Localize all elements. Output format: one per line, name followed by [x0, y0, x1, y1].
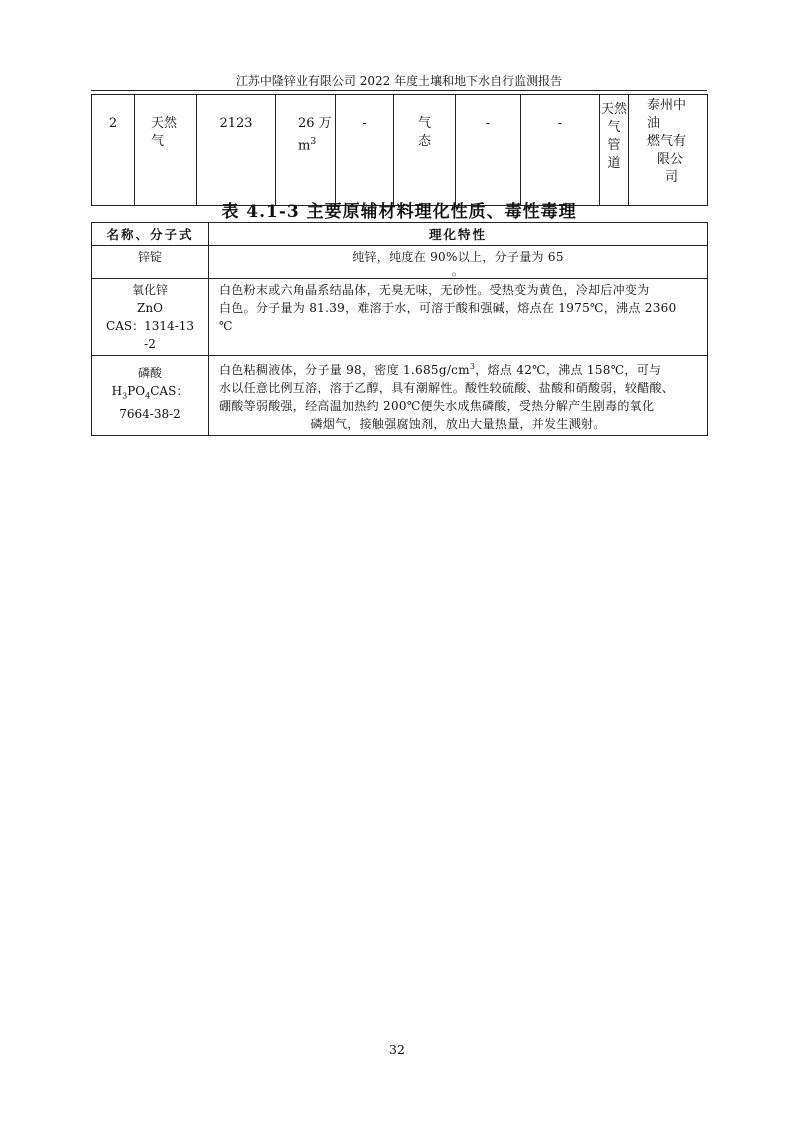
header-divider: [91, 90, 707, 91]
annual-amount: 26 万 $m^3$: [276, 95, 336, 206]
material-name: 磷酸 $H_3PO_4CAS$： 7664-38-2: [92, 356, 209, 436]
row-number: 2: [92, 95, 135, 206]
page-header: 江苏中隆锌业有限公司 2022 年度土壤和地下水自行监测报告: [235, 74, 563, 88]
table-row: [92, 356, 708, 436]
material-name: 锌锭: [92, 246, 209, 279]
material-code: 2123: [197, 95, 276, 206]
table-caption: 表 4.1-3 主要原辅材料理化性质、毒性毒理: [221, 202, 577, 222]
cell-dash-3: -: [521, 95, 600, 206]
page-number: 32: [389, 1042, 405, 1057]
material-name: 氧化锌 ZnO CAS：1314-13 -2: [92, 279, 209, 356]
materials-table-continued: [91, 94, 708, 206]
material-properties: 纯锌，纯度在 90%以上，分子量为 65 。: [209, 246, 708, 279]
cell-dash-2: -: [456, 95, 521, 206]
column-header-properties: 理化特性: [209, 223, 708, 246]
table-row: [92, 279, 708, 356]
column-header-name: 名称、分子式: [92, 223, 209, 246]
material-name: 天然 气: [135, 95, 197, 206]
material-properties: 白色粘稠液体，分子量 98，密度 $1.685g/cm^3$，熔点 42℃，沸点 158℃，可与 水以任意比例互溶，溶于乙醇，具有潮解性。酸性较硫酸、盐酸和硝酸弱，较醋酸、 硼酸等弱酸强，经高温加热约 200℃便失水成焦磷酸，受热分解产生剧毒的氧化 磷烟气，接触强腐蚀剂，放出大量热量，并发生溅射。: [209, 356, 708, 436]
table-row: [92, 246, 708, 279]
table-row: [92, 95, 708, 206]
transport-method-cell: 天然 气 管 道: [600, 95, 629, 206]
table-header-row: [92, 223, 708, 246]
cell-dash-1: -: [336, 95, 394, 206]
supplier-name: 泰州中 油 燃气有 限公 司: [629, 95, 708, 206]
properties-table: [91, 222, 708, 436]
material-properties: 白色粉末或六角晶系结晶体，无臭无味，无砂性。受热变为黄色，冷却后冲变为 白色。分子量为 81.39，难溶于水，可溶于酸和强碱，熔点在 1975℃，沸点 2360 ℃: [209, 279, 708, 356]
physical-state: 气 态: [394, 95, 456, 206]
